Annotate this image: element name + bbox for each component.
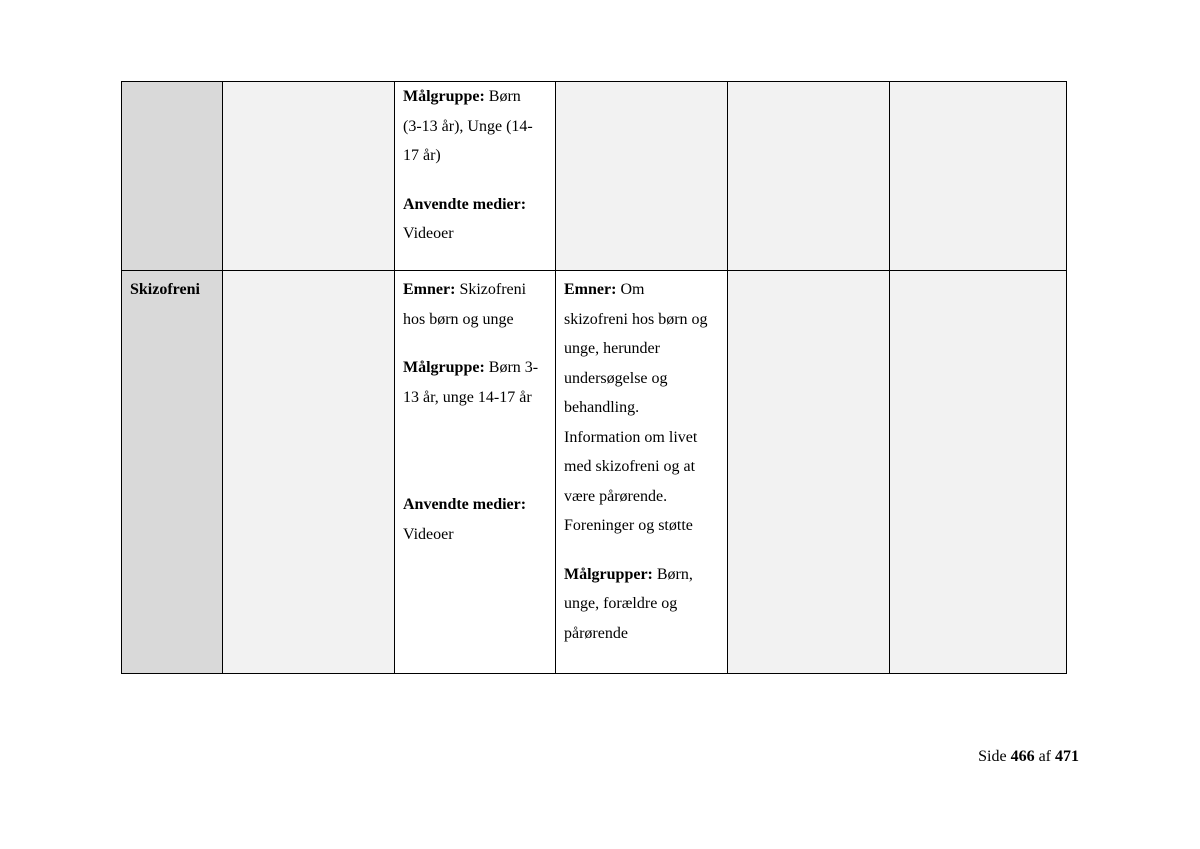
media-used: Anvendte medier: Videoer bbox=[403, 496, 527, 543]
subjects-cell bbox=[395, 271, 556, 674]
content-table bbox=[121, 81, 1067, 674]
empty-cell bbox=[890, 82, 1067, 271]
topic-cell: Skizofreni bbox=[122, 271, 223, 674]
empty-cell bbox=[223, 82, 395, 271]
target-group: Målgruppe: Børn (3-13 år), Unge (14- 17 år) bbox=[403, 88, 533, 164]
empty-cell bbox=[223, 271, 395, 674]
media-used: Anvendte medier: Videoer bbox=[403, 195, 527, 242]
empty-cell bbox=[728, 271, 890, 674]
empty-cell bbox=[556, 82, 728, 271]
description: Emner: Om skizofreni hos børn og unge, herunder undersøgelse og behandling. Information om livet med skizofreni og at være pårørende. Foreninger og støtte bbox=[564, 281, 708, 534]
target-group: Målgruppe: Børn 3- 13 år, unge 14-17 år bbox=[403, 359, 539, 406]
empty-cell bbox=[890, 271, 1067, 674]
description-cell bbox=[556, 271, 728, 674]
topic-cell bbox=[122, 82, 223, 271]
subjects: Emner: Skizofreni hos børn og unge bbox=[403, 281, 527, 328]
target-groups: Målgrupper: Børn, unge, forældre og pårørende bbox=[564, 565, 693, 642]
table-row bbox=[122, 271, 1067, 674]
subjects-cell bbox=[395, 82, 556, 271]
table-row bbox=[122, 82, 1067, 271]
empty-cell bbox=[728, 82, 890, 271]
page-number: Side 466 af 471 bbox=[978, 748, 1079, 765]
